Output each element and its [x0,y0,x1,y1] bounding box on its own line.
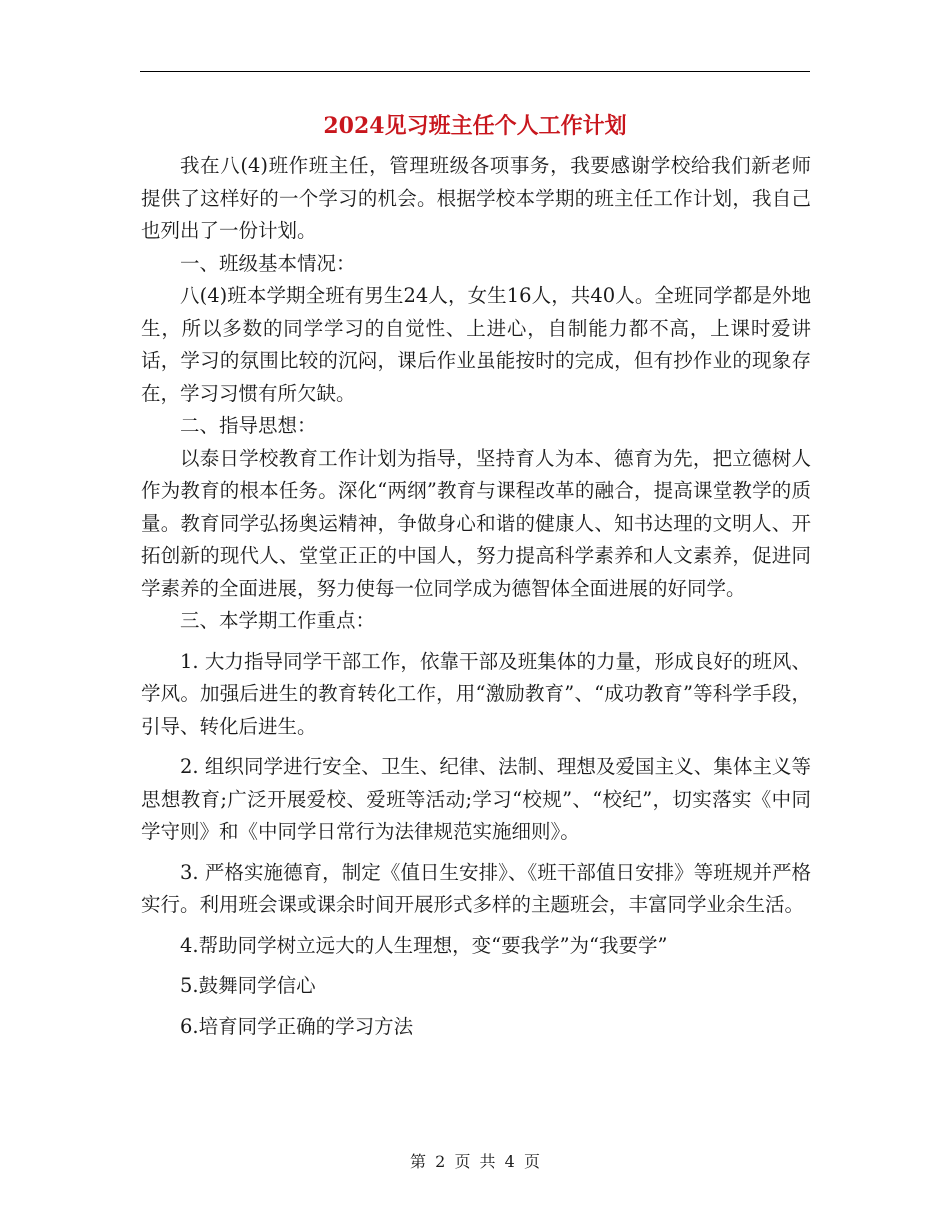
paragraph-intro: 我在八(4)班作班主任，管理班级各项事务，我要感谢学校给我们新老师提供了这样好的一个学习的机会。根据学校本学期的班主任工作计划，我自己也列出了一份计划。 [141,154,811,242]
section-heading-class-basics: 一、班级基本情况： [180,251,356,275]
page-footer [0,1150,950,1174]
list-item-4: 4.帮助同学树立远大的人生理想，变“要我学”为“我要学” [180,933,668,957]
section-heading-guiding-thought: 二、指导思想： [180,414,317,437]
footer-total-pages: 4 [504,1152,515,1171]
list-item-6: 6.培育同学正确的学习方法 [180,1014,414,1038]
section-heading-work-focus: 三、本学期工作重点： [180,609,376,632]
list-item-2: 2. 组织同学进行安全、卫生、纪律、法制、理想及爱国主义、集体主义等思想教育;广泛开展爱校、爱班等活动;学习“校规”、“校纪”，切实落实《中同学守则》和《中同学日常行为法律规范实施细则》。 [141,755,811,843]
header-rule [140,71,810,72]
document-body [141,150,811,1043]
list-item-5: 5.鼓舞同学信心 [180,974,316,997]
footer-suffix: 页 [523,1152,540,1171]
paragraph-guiding-thought: 以泰日学校教育工作计划为指导，坚持育人为本、德育为先，把立德树人作为教育的根本任务。深化“两纲”教育与课程改革的融合，提高课堂教学的质量。教育同学弘扬奥运精神，争做身心和谐的健康人、知书达理的文明人、开拓创新的现代人、堂堂正正的中国人，努力提高科学素养和人文素养，促进同学素养的全面进展，努力使每一位同学成为德智体全面进展的好同学。 [141,446,811,600]
paragraph-class-basics: 八(4)班本学期全班有男生24人，女生16人，共40人。全班同学都是外地生，所以多数的同学学习的自觉性、上进心，自制能力都不高，上课时爱讲话，学习的氛围比较的沉闷，课后作业虽能按时的完成，但有抄作业的现象存在，学习习惯有所欠缺。 [141,284,811,405]
list-item-3: 3. 严格实施德育，制定《值日生安排》、《班干部值日安排》等班规并严格实行。利用班会课或课余时间开展形式多样的主题班会，丰富同学业余生活。 [141,860,811,916]
footer-total-word: 共 [479,1152,496,1171]
list-item-1: 1. 大力指导同学干部工作，依靠干部及班集体的力量，形成良好的班风、学风。加强后进生的教育转化工作，用“激励教育”、“成功教育”等科学手段，引导、转化后进生。 [141,649,811,738]
document-title: 2024见习班主任个人工作计划 [323,113,627,139]
footer-page-word: 页 [454,1152,471,1171]
footer-prefix: 第 [410,1152,427,1171]
footer-current-page: 2 [435,1152,446,1171]
